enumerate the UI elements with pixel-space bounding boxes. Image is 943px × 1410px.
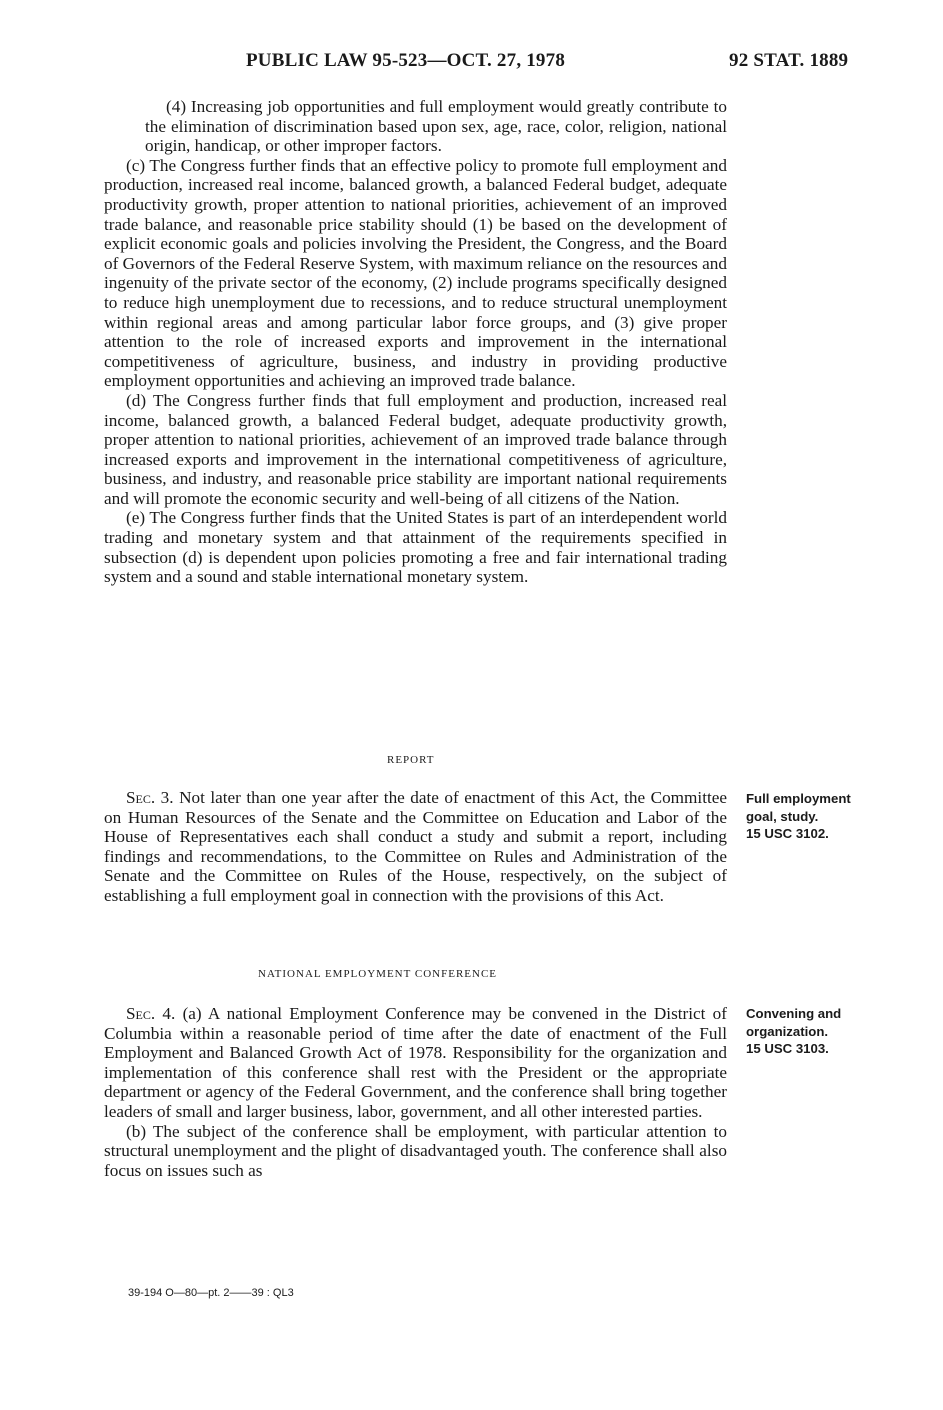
running-header-page: 92 STAT. 1889 <box>729 50 849 71</box>
paragraph-c: (c) The Congress further finds that an effective policy to promote full employment and production, increased real income, balanced growth, a balanced Federal budget, adequate productivity growth, proper attention to national priorities, achievement of an improved trade balance, and reasonable price stability should (1) be based on the development of explicit economic goals and policies involving the President, the Congress, and the Board of Governors of the Federal Reserve System, with maximum reliance on the resources and ingenuity of the private sector of the economy, (2) include programs specifically designed to reduce high unemployment due to recessions, and to reduce structural unemployment within regional areas and among particular labor force groups, and (3) give proper attention to the role of increased exports and improvement in the international competitiveness of agriculture, business, and industry in providing productive employment opportunities and achieving an improved trade balance. <box>104 155 727 391</box>
section-3-margin-note <box>746 790 876 843</box>
section-4-text <box>104 1004 727 1180</box>
section-4-body-a: (a) A national Employment Conference may be convened in the District of Columbia within a reasonable period of time after the date of enactment of the Full Employment and Balanced Growth Act of 1978. Responsibility for the organization and implementation of this conference shall rest with the President or the appropriate department or agency of the Federal Government, and the conference shall bring together leaders of small and larger business, labor, government, and all other interested parties. <box>104 1004 727 1121</box>
findings-text <box>104 97 727 587</box>
paragraph-e: (e) The Congress further finds that the United States is part of an interdependent world trading and monetary system and that attainment of the requirements specified in subsection (d) is dependent upon policies promoting a free and fair international trading system and a sound and stable international monetary system. <box>104 508 727 587</box>
section-4-heading: NATIONAL EMPLOYMENT CONFERENCE <box>258 968 497 980</box>
section-3-heading: REPORT <box>387 754 435 766</box>
margin-note-line: Convening and <box>746 1006 842 1021</box>
section-4-body-b: (b) The subject of the conference shall be employment, with particular attention to structural unemployment and the plight of disadvantaged youth. The conference shall also focus on issues such as <box>104 1121 727 1180</box>
section-4-margin-note <box>746 1005 876 1058</box>
margin-note-line: 15 USC 3102. <box>746 826 829 842</box>
paragraph-4: (4) Increasing job opportunities and full employment would greatly contribute to the elimination of discrimination based upon sex, age, race, color, religion, national origin, handicap, or other improper factors. <box>145 97 727 156</box>
printer-footer: 39-194 O—80—pt. 2——39 : QL3 <box>128 1287 294 1299</box>
margin-note-line: 15 USC 3103. <box>746 1041 829 1057</box>
margin-note-line: goal, study. <box>746 808 819 824</box>
margin-note-line: organization. <box>746 1023 829 1039</box>
margin-note-line: Full employment <box>746 791 851 806</box>
section-3-text <box>104 788 727 906</box>
running-header-title: PUBLIC LAW 95-523—OCT. 27, 1978 <box>246 50 566 71</box>
section-3-label: Sec. 3. <box>126 788 174 807</box>
section-3-body: Not later than one year after the date of enactment of this Act, the Committee on Human Resources of the Senate and the Committee on Education and Labor of the House of Representatives each shall conduct a study and submit a report, including findings and recommendations, to the Committee on Rules and Administration of the Senate and the Committee on Rules of the House, respectively, on the subject of establishing a full employment goal in connection with the provisions of this Act. <box>104 788 727 905</box>
paragraph-d: (d) The Congress further finds that full employment and production, increased real income, balanced growth, a balanced Federal budget, adequate productivity growth, proper attention to national priorities, achievement of an improved trade balance through increased exports and improvement in the international competitiveness of agriculture, business, and industry, and reasonable price stability are important national requirements and will promote the economic security and well-being of all citizens of the Nation. <box>104 390 727 508</box>
section-4-label: Sec. 4. <box>126 1004 176 1023</box>
